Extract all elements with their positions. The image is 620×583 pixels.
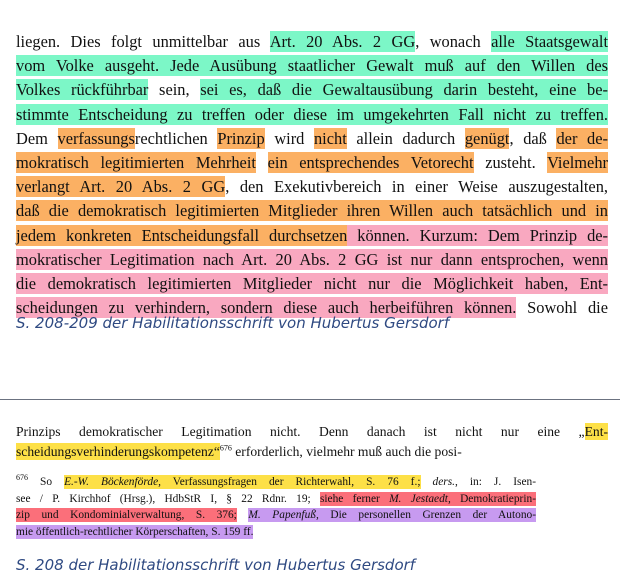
text-line	[16, 442, 608, 462]
highlighted-text: Verfassungsfragen der Richterwahl, S. 76 f.;	[160, 476, 421, 488]
plain-text: , wonach	[415, 32, 492, 51]
highlighted-text: können. Kurzum: Dem Prinzip de-	[347, 225, 608, 245]
text-line	[16, 507, 536, 524]
plain-text: Prinzips demokratischer Legitimation nicht. Denn danach ist nicht nur eine „	[16, 424, 585, 439]
highlighted-text: E.-W. Böckenförde,	[64, 476, 161, 488]
highlighted-text: M. Papenfuß,	[248, 509, 319, 521]
highlighted-text: mie öffentlich-rechtlicher Körperschaften, S. 159 ff.	[16, 525, 254, 538]
plain-text: , den Exekutivbereich in einer Weise auszugestalten,	[225, 177, 608, 197]
highlighted-text: scheidungen zu verhindern, sondern diese auch herbeiführen können.	[16, 298, 517, 318]
plain-text: So	[28, 476, 65, 488]
caption-1: S. 208-209 der Habilitationsschrift von Hubertus Gersdorf	[16, 314, 450, 332]
highlighted-text: ein entsprechendes Vetorecht	[267, 152, 474, 172]
plain-text	[256, 153, 268, 172]
highlighted-text: nicht	[313, 128, 347, 148]
highlighted-text: die demokratisch legitimierten Mitglieder nicht nur die Möglichkeit haben, Ent-	[16, 273, 608, 293]
text-line	[16, 30, 608, 54]
highlighted-text: scheidungsverhinderungskompetenz“	[16, 444, 220, 459]
plain-text: Dem	[16, 128, 58, 148]
plain-text: , in: J. Isen-	[455, 476, 536, 488]
highlighted-text: Die personellen Grenzen der Autono-	[318, 509, 537, 521]
highlighted-text: Prinzip	[217, 128, 265, 148]
text-line	[16, 474, 536, 491]
highlighted-text: verfassungs	[57, 128, 135, 148]
highlighted-text: vom Volke ausgeht. Jede Ausübung staatlicher Gewalt muß auf den Willen des	[16, 56, 608, 76]
highlighted-text: verlangt Art. 20 Abs. 2 GG	[16, 177, 226, 197]
plain-text: allein dadurch	[346, 128, 465, 148]
highlighted-text: mokratisch legitimierten Mehrheit	[16, 152, 256, 172]
excerpt-text-1	[16, 30, 608, 320]
plain-text: erforderlich, vielmehr muß auch die posi-	[231, 444, 462, 459]
highlighted-text: M. Jestaedt,	[389, 492, 451, 505]
text-line	[16, 224, 608, 248]
text-line	[16, 103, 608, 127]
text-line	[16, 524, 536, 541]
excerpt-text-2	[16, 422, 608, 462]
plain-text: rechtlichen	[134, 128, 218, 148]
footnote-marker: 676	[16, 473, 28, 483]
highlighted-text: Demokratieprin-	[450, 492, 536, 505]
highlighted-text: Ent-	[584, 424, 608, 439]
text-line	[16, 175, 608, 199]
text-line	[16, 199, 608, 223]
highlighted-text: Vielmehr	[547, 152, 608, 172]
plain-text: , daß	[509, 128, 557, 148]
highlighted-text: genügt	[464, 128, 510, 148]
text-line	[16, 151, 608, 175]
plain-text: see / P. Kirchhof (Hrsg.), HdbStR I, § 22 Rdnr. 19;	[16, 492, 320, 505]
highlighted-text: stimmte Entscheidung zu treffen oder diese im umgekehrten Fall nicht zu treffen.	[16, 104, 608, 124]
highlighted-text: daß die demokratisch legitimierten Mitglieder ihren Willen auch tatsächlich und in	[16, 201, 608, 221]
plain-text: Sowohl die	[516, 298, 608, 318]
highlighted-text: siehe ferner	[319, 492, 390, 505]
text-line	[16, 54, 608, 78]
highlighted-text: Art. 20 Abs. 2 GG	[269, 32, 416, 51]
text-line	[16, 127, 608, 151]
highlighted-text: mokratischer Legitimation nach Art. 20 Abs. 2 GG ist nur dann entsprochen, wenn	[16, 249, 608, 269]
text-line	[16, 248, 608, 272]
highlighted-text: Volkes rückführbar	[16, 80, 149, 100]
highlighted-text: zip und Kondominialverwaltung, S. 376;	[16, 509, 237, 521]
text-line	[16, 272, 608, 296]
highlighted-text: ders.	[432, 476, 455, 488]
plain-text	[421, 476, 433, 488]
text-line	[16, 491, 536, 508]
highlighted-text: der de-	[556, 128, 608, 148]
footnote-marker: 676	[219, 443, 232, 453]
text-line	[16, 78, 608, 102]
plain-text	[237, 509, 249, 521]
plain-text: sein,	[148, 80, 201, 100]
highlighted-text: alle Staatsgewalt	[491, 32, 609, 51]
plain-text: wird	[264, 128, 314, 148]
plain-text: liegen. Dies folgt unmittelbar aus	[16, 32, 270, 51]
caption-2: S. 208 der Habilitationsschrift von Hubertus Gersdorf	[16, 556, 416, 574]
text-line	[16, 422, 608, 442]
plain-text: zusteht.	[473, 152, 548, 172]
highlighted-text: sei es, daß die Gewaltausübung darin besteht, eine be-	[200, 80, 608, 100]
footnote-676	[16, 474, 536, 540]
highlighted-text: jedem konkreten Entscheidungsfall durchsetzen	[16, 225, 348, 245]
